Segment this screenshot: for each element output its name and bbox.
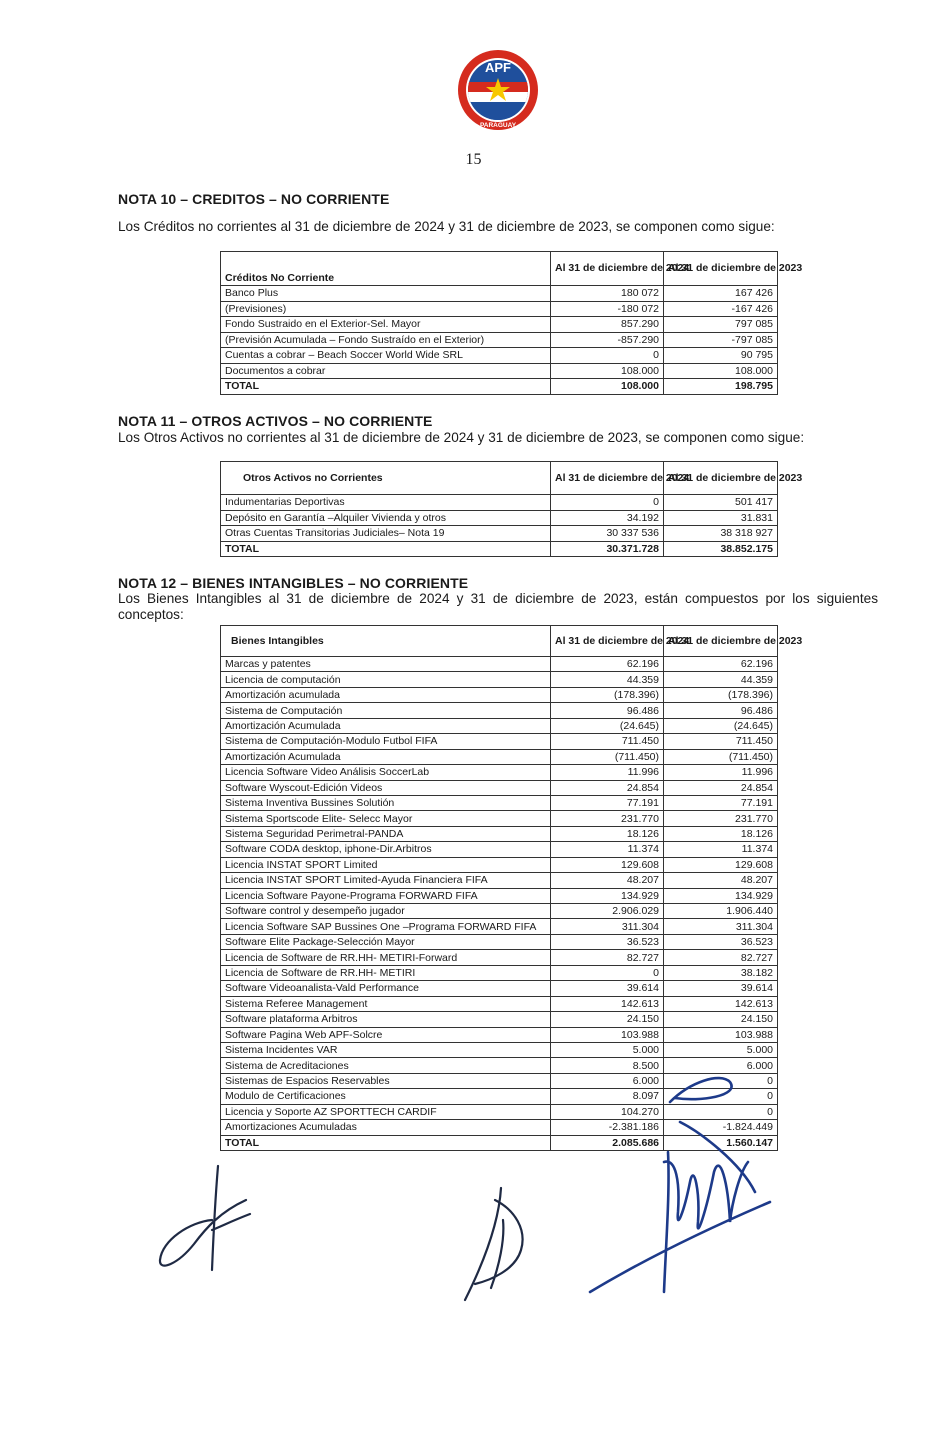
value-2023: 198.795 [664, 379, 778, 395]
value-2023: 24.150 [664, 1012, 778, 1027]
value-2023: 24.854 [664, 780, 778, 795]
value-2024: 44.359 [551, 672, 664, 687]
value-2023: 18.126 [664, 826, 778, 841]
total-row [221, 541, 778, 557]
value-2024: 180 072 [551, 286, 664, 302]
table-row [221, 657, 778, 672]
table-row [221, 965, 778, 980]
row-concept: Otras Cuentas Transitorias Judiciales– Nota 19 [221, 526, 551, 542]
row-concept: (Previsiones) [221, 301, 551, 317]
value-2024: 24.150 [551, 1012, 664, 1027]
value-2023: 48.207 [664, 873, 778, 888]
value-2024: (711.450) [551, 749, 664, 764]
logo-letters: APF [485, 60, 511, 75]
row-concept: Sistema Seguridad Perimetral-PANDA [221, 826, 551, 841]
col-2023: Al 31 de diciembre de 2023 [664, 462, 778, 495]
value-2024: 857.290 [551, 317, 664, 333]
value-2024: -857.290 [551, 332, 664, 348]
value-2023: 38.182 [664, 965, 778, 980]
col-2023: Al 31 de diciembre de 2023 [664, 626, 778, 657]
value-2024: (178.396) [551, 687, 664, 702]
value-2023: 11.374 [664, 842, 778, 857]
value-2023: 797 085 [664, 317, 778, 333]
value-2024: 104.270 [551, 1104, 664, 1119]
value-2024: 0 [551, 965, 664, 980]
table-row [221, 904, 778, 919]
row-concept: Licencia de Software de RR.HH- METIRI [221, 965, 551, 980]
table-row [221, 780, 778, 795]
table-row [221, 286, 778, 302]
table-row [221, 317, 778, 333]
row-concept: Sistema Incidentes VAR [221, 1042, 551, 1057]
value-2023: 1.560.147 [664, 1135, 778, 1150]
value-2024: -180 072 [551, 301, 664, 317]
table-row [221, 718, 778, 733]
value-2023: 82.727 [664, 950, 778, 965]
value-2023: 44.359 [664, 672, 778, 687]
value-2024: 0 [551, 495, 664, 511]
value-2024: 24.854 [551, 780, 664, 795]
value-2024: 103.988 [551, 1027, 664, 1042]
table-row [221, 1027, 778, 1042]
value-2023: 0 [664, 1104, 778, 1119]
nota11-heading: NOTA 11 – OTROS ACTIVOS – NO CORRIENTE [118, 413, 433, 429]
value-2024: 311.304 [551, 919, 664, 934]
row-concept: Amortizaciones Acumuladas [221, 1120, 551, 1135]
row-concept: Amortización acumulada [221, 687, 551, 702]
table-row [221, 795, 778, 810]
nota12-heading: NOTA 12 – BIENES INTANGIBLES – NO CORRIENTE [118, 575, 469, 591]
row-concept: Software Elite Package-Selección Mayor [221, 934, 551, 949]
row-concept: TOTAL [221, 1135, 551, 1150]
value-2023: 167 426 [664, 286, 778, 302]
value-2023: 96.486 [664, 703, 778, 718]
row-concept: (Previsión Acumulada – Fondo Sustraído en el Exterior) [221, 332, 551, 348]
table-row [221, 826, 778, 841]
table-row [221, 888, 778, 903]
signature-center [455, 1180, 545, 1310]
row-concept: Marcas y patentes [221, 657, 551, 672]
row-concept: Licencia INSTAT SPORT Limited [221, 857, 551, 872]
value-2024: 231.770 [551, 811, 664, 826]
table-row [221, 363, 778, 379]
row-concept: Amortización Acumulada [221, 749, 551, 764]
row-concept: Sistema Inventiva Bussines Solutión [221, 795, 551, 810]
table-row [221, 857, 778, 872]
table-row [221, 672, 778, 687]
table-row [221, 526, 778, 542]
value-2024: 96.486 [551, 703, 664, 718]
row-concept: Licencia Software Payone-Programa FORWARD FIFA [221, 888, 551, 903]
row-concept: Modulo de Certificaciones [221, 1089, 551, 1104]
row-concept: Documentos a cobrar [221, 363, 551, 379]
row-concept: Licencia de computación [221, 672, 551, 687]
apf-logo [456, 48, 540, 132]
value-2023: 38 318 927 [664, 526, 778, 542]
row-concept: Sistema Referee Management [221, 996, 551, 1011]
value-2024: 0 [551, 348, 664, 364]
value-2023: (178.396) [664, 687, 778, 702]
nota11-table [220, 461, 803, 557]
table-row [221, 842, 778, 857]
table-row [221, 919, 778, 934]
value-2024: 62.196 [551, 657, 664, 672]
table-row [221, 873, 778, 888]
value-2023: 31.831 [664, 510, 778, 526]
row-concept: Licencia Software Video Análisis SoccerLab [221, 765, 551, 780]
row-concept: Software plataforma Arbitros [221, 1012, 551, 1027]
table-row [221, 332, 778, 348]
row-concept: Software CODA desktop, iphone-Dir.Arbitros [221, 842, 551, 857]
value-2024: (24.645) [551, 718, 664, 733]
value-2024: 48.207 [551, 873, 664, 888]
value-2024: 6.000 [551, 1073, 664, 1088]
value-2024: 30 337 536 [551, 526, 664, 542]
table-row [221, 934, 778, 949]
row-concept: TOTAL [221, 379, 551, 395]
value-2023: 1.906.440 [664, 904, 778, 919]
value-2023: 103.988 [664, 1027, 778, 1042]
table-row [221, 510, 778, 526]
nota10-heading: NOTA 10 – CREDITOS – NO CORRIENTE [118, 191, 390, 207]
page-number: 15 [465, 151, 482, 168]
table-row [221, 703, 778, 718]
table-row [221, 811, 778, 826]
row-concept: Sistema de Computación-Modulo Futbol FIFA [221, 734, 551, 749]
value-2024: 8.500 [551, 1058, 664, 1073]
value-2024: 34.192 [551, 510, 664, 526]
table-row [221, 348, 778, 364]
value-2023: 62.196 [664, 657, 778, 672]
value-2023: 90 795 [664, 348, 778, 364]
row-concept: Licencia de Software de RR.HH- METIRI-Forward [221, 950, 551, 965]
value-2023: 36.523 [664, 934, 778, 949]
col-2024: Al 31 de diciembre de 2024 [551, 462, 664, 495]
value-2023: 129.608 [664, 857, 778, 872]
col-2023: Al 31 de diciembre de 2023 [664, 252, 778, 286]
table-header-row [221, 626, 778, 657]
col-concept: Créditos No Corriente [221, 252, 551, 286]
table-row [221, 687, 778, 702]
value-2023: (24.645) [664, 718, 778, 733]
row-concept: Sistema de Acreditaciones [221, 1058, 551, 1073]
col-concept: Otros Activos no Corrientes [221, 462, 551, 495]
row-concept: Software Wyscout-Edición Videos [221, 780, 551, 795]
value-2024: 108.000 [551, 363, 664, 379]
value-2023: 108.000 [664, 363, 778, 379]
value-2024: 142.613 [551, 996, 664, 1011]
row-concept: Sistemas de Espacios Reservables [221, 1073, 551, 1088]
col-concept: Bienes Intangibles [221, 626, 551, 657]
value-2023: 142.613 [664, 996, 778, 1011]
total-row [221, 379, 778, 395]
row-concept: Amortización Acumulada [221, 718, 551, 733]
value-2023: 0 [664, 1073, 778, 1088]
row-concept: Sistema Sportscode Elite- Selecc Mayor [221, 811, 551, 826]
signature-right [580, 1062, 780, 1312]
row-concept: Depósito en Garantía –Alquiler Vivienda y otros [221, 510, 551, 526]
nota11-intro: Los Otros Activos no corrientes al 31 de diciembre de 2024 y 31 de diciembre de 2023, se componen como sigue: [118, 430, 805, 445]
value-2024: 129.608 [551, 857, 664, 872]
row-concept: Sistema de Computación [221, 703, 551, 718]
table-header-row [221, 252, 778, 286]
value-2023: 231.770 [664, 811, 778, 826]
value-2024: 11.996 [551, 765, 664, 780]
table-row [221, 981, 778, 996]
value-2023: -797 085 [664, 332, 778, 348]
row-concept: Software Videoanalista-Vald Performance [221, 981, 551, 996]
value-2024: 711.450 [551, 734, 664, 749]
value-2024: 82.727 [551, 950, 664, 965]
value-2024: 108.000 [551, 379, 664, 395]
row-concept: Fondo Sustraido en el Exterior-Sel. Mayor [221, 317, 551, 333]
value-2023: 134.929 [664, 888, 778, 903]
row-concept: Software control y desempeño jugador [221, 904, 551, 919]
table-row [221, 495, 778, 511]
nota12-intro: Los Bienes Intangibles al 31 de diciembre de 2024 y 31 de diciembre de 2023, están compuestos por los siguientes conceptos: [118, 591, 878, 622]
table-row [221, 950, 778, 965]
value-2023: 77.191 [664, 795, 778, 810]
nota10-intro: Los Créditos no corrientes al 31 de diciembre de 2024 y 31 de diciembre de 2023, se componen como sigue: [118, 219, 775, 234]
value-2023: 501 417 [664, 495, 778, 511]
value-2023: 0 [664, 1089, 778, 1104]
value-2024: 30.371.728 [551, 541, 664, 557]
value-2024: 134.929 [551, 888, 664, 903]
table-row [221, 1012, 778, 1027]
logo-ring-text: PARAGUAY [479, 122, 517, 129]
value-2023: -167 426 [664, 301, 778, 317]
value-2024: 39.614 [551, 981, 664, 996]
table-row [221, 1042, 778, 1057]
table-row [221, 301, 778, 317]
value-2023: 38.852.175 [664, 541, 778, 557]
value-2024: 5.000 [551, 1042, 664, 1057]
value-2023: 11.996 [664, 765, 778, 780]
table-row [221, 765, 778, 780]
value-2024: 11.374 [551, 842, 664, 857]
row-concept: Banco Plus [221, 286, 551, 302]
table-header-row [221, 462, 778, 495]
value-2024: 8.097 [551, 1089, 664, 1104]
value-2023: -1.824.449 [664, 1120, 778, 1135]
signature-left [150, 1160, 260, 1280]
row-concept: Software Pagina Web APF-Solcre [221, 1027, 551, 1042]
value-2024: 18.126 [551, 826, 664, 841]
value-2024: -2.381.186 [551, 1120, 664, 1135]
row-concept: Licencia INSTAT SPORT Limited-Ayuda Financiera FIFA [221, 873, 551, 888]
row-concept: TOTAL [221, 541, 551, 557]
table-row [221, 734, 778, 749]
value-2024: 2.906.029 [551, 904, 664, 919]
row-concept: Indumentarias Deportivas [221, 495, 551, 511]
value-2023: 5.000 [664, 1042, 778, 1057]
value-2024: 36.523 [551, 934, 664, 949]
row-concept: Cuentas a cobrar – Beach Soccer World Wide SRL [221, 348, 551, 364]
value-2024: 77.191 [551, 795, 664, 810]
nota10-table [220, 251, 803, 395]
row-concept: Licencia y Soporte AZ SPORTTECH CARDIF [221, 1104, 551, 1119]
col-2024: Al 31 de diciembre de 2024 [551, 626, 664, 657]
value-2023: 311.304 [664, 919, 778, 934]
value-2023: (711.450) [664, 749, 778, 764]
table-row [221, 749, 778, 764]
row-concept: Licencia Software SAP Bussines One –Programa FORWARD FIFA [221, 919, 551, 934]
value-2023: 711.450 [664, 734, 778, 749]
value-2024: 2.085.686 [551, 1135, 664, 1150]
value-2023: 6.000 [664, 1058, 778, 1073]
value-2023: 39.614 [664, 981, 778, 996]
table-row [221, 996, 778, 1011]
col-2024: Al 31 de diciembre de 2024 [551, 252, 664, 286]
